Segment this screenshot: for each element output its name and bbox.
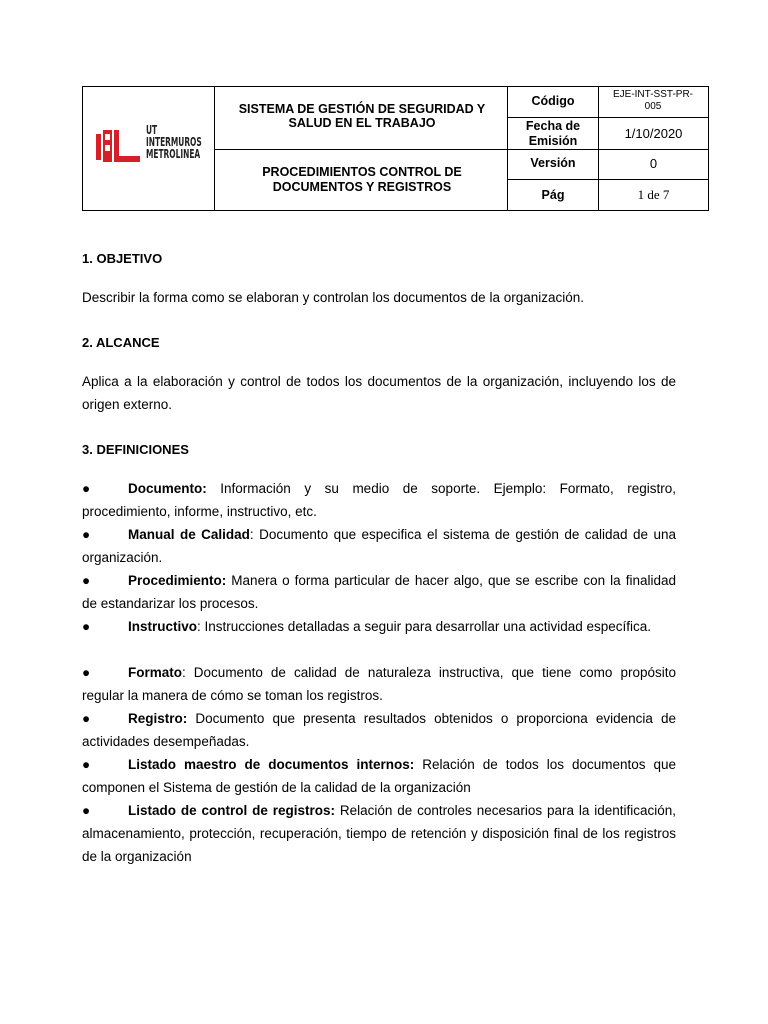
header-version-value: 0 [649,156,658,171]
bullet-icon: ● [82,573,91,588]
definition-text: Documento que presenta resultados obtenidos o proporciona evidencia de actividades desempeñadas. [82,711,676,749]
header-system-title: SISTEMA DE GESTIÓN DE SEGURIDAD Y SALUD EN EL TRABAJO [238,102,486,130]
section-heading-definiciones: 3. DEFINICIONES [82,442,189,457]
section-text-alcance: Aplica a la elaboración y control de todos los documentos de la organización, incluyendo los de origen externo. [82,374,676,412]
logo-text-line-2: INTERMUROS [146,135,202,149]
definition-text: : Instrucciones detalladas a seguir para desarrollar una actividad específica. [197,619,652,634]
definition-term: Registro: [128,711,188,726]
definition-item [82,661,676,707]
definition-term: Documento: [128,481,207,496]
definition-text: Relación de controles necesarios para la identificación, almacenamiento, protección, recuperación, tiempo de retención y disposición final de los registros de la organización [82,803,676,864]
definition-term: Listado de control de registros: [128,803,335,818]
bullet-icon: ● [82,757,91,772]
definition-item [82,523,676,569]
header-pag-label: Pág [541,188,565,202]
logo-symbol-icon [96,128,142,166]
logo-text [146,124,202,160]
definition-term: Formato [128,665,182,680]
definition-text: Información y su medio de soporte. Ejemplo: Formato, registro, procedimiento, informe, instructivo, etc. [82,481,676,519]
definition-text: : Documento que especifica el sistema de gestión de calidad de una organización. [82,527,676,565]
definition-term: Listado maestro de documentos internos: [128,757,415,772]
definition-item [82,753,676,799]
section-text-objetivo: Describir la forma como se elaboran y controlan los documentos de la organización. [82,290,585,305]
bullet-icon: ● [82,665,91,680]
header-pag-value: 1 de 7 [637,187,670,202]
definition-item [82,799,676,868]
definition-item [82,477,676,523]
definition-item [82,569,676,615]
logo-text-line-3: METROLINEA [146,147,201,161]
header-grid [82,86,709,211]
section-heading-alcance: 2. ALCANCE [82,335,160,350]
definition-text: Manera o forma particular de hacer algo, que se escribe con la finalidad de estandarizar los procesos. [82,573,676,611]
definition-term: Manual de Calidad [128,527,250,542]
bullet-icon: ● [82,481,91,496]
header-codigo-value: EJE-INT-SST-PR-005 [612,89,693,112]
definition-text: Relación de todos los documentos que componen el Sistema de gestión de la calidad de la organización [82,757,676,795]
bullet-icon: ● [82,803,91,818]
logo-text-line-1: UT [146,123,158,137]
definition-text: : Documento de calidad de naturaleza instructiva, que tiene como propósito regular la manera de cómo se toman los registros. [82,665,676,703]
header-version-label: Versión [530,156,576,170]
definition-item [82,615,676,638]
header-fecha-label: Fecha de Emisión [525,119,581,148]
bullet-icon: ● [82,527,91,542]
header-procedure-title: PROCEDIMIENTOS CONTROL DE DOCUMENTOS Y REGISTROS [262,165,462,194]
section-heading-objetivo: 1. OBJETIVO [82,251,163,266]
header-codigo-label: Código [531,94,575,108]
definition-term: Procedimiento: [128,573,227,588]
definition-item [82,707,676,753]
logo-block [92,124,210,170]
bullet-icon: ● [82,619,91,634]
definition-term: Instructivo [128,619,198,634]
bullet-icon: ● [82,711,91,726]
header-fecha-value: 1/10/2020 [624,126,683,141]
